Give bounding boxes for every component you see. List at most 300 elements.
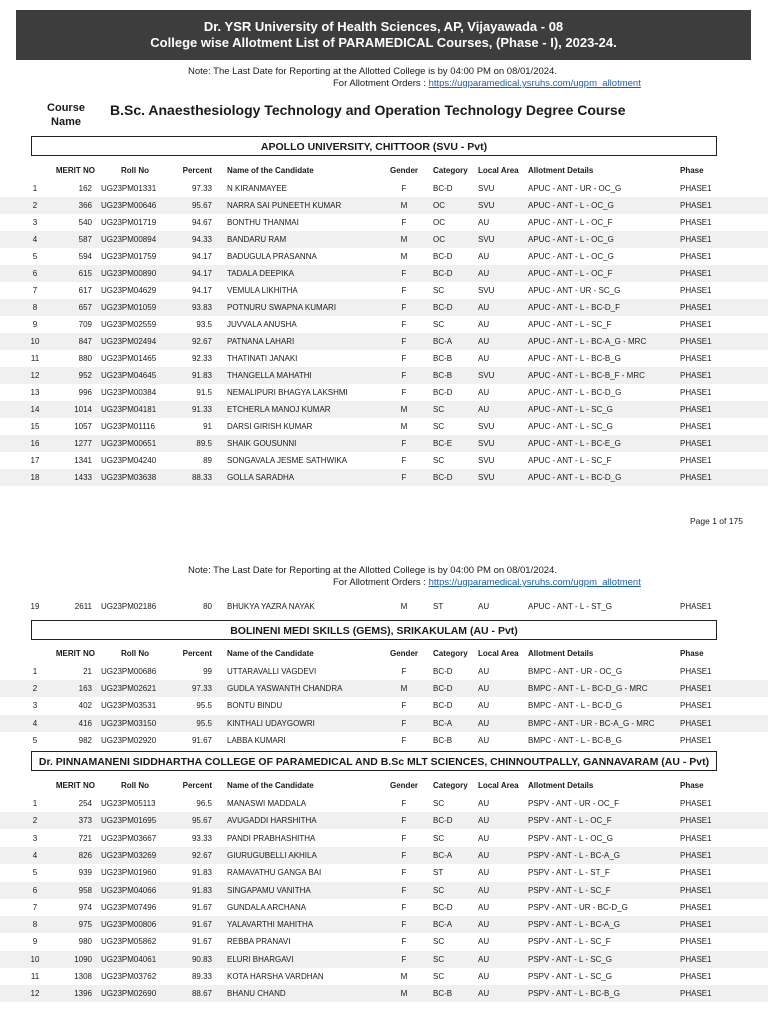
table-row [0, 333, 768, 350]
cell-category: SC [433, 833, 445, 843]
cell-roll-no: UG23PM00686 [101, 667, 157, 676]
cell-serial: 16 [30, 439, 40, 448]
cell-category: SC [433, 286, 445, 295]
cell-allotment-details: APUC - ANT - L - OC_F [528, 218, 613, 227]
reporting-note: Note: The Last Date for Reporting at the Allotted College is by 04:00 PM on 08/01/2024. [188, 66, 557, 77]
cell-candidate-name: KINTHALI UDAYGOWRI [227, 718, 315, 728]
cell-gender: F [401, 473, 407, 482]
cell-category: BC-A [433, 850, 453, 860]
course-label: Course Name [47, 102, 85, 128]
cell-category: BC-A [433, 718, 453, 728]
cell-allotment-details: APUC - ANT - L - OC_G [528, 252, 614, 261]
cell-local-area: AU [478, 388, 490, 397]
cell-roll-no: UG23PM02494 [101, 337, 157, 346]
cell-category: SC [433, 799, 445, 808]
cell-serial: 6 [32, 269, 38, 278]
cell-serial: 5 [32, 252, 38, 261]
cell-merit-no: 416 [78, 718, 92, 728]
cell-gender: F [401, 868, 407, 878]
col-header-candidate-name: Name of the Candidate [227, 781, 314, 790]
cell-category: OC [433, 218, 445, 227]
cell-category: OC [433, 201, 445, 210]
cell-candidate-name: YALAVARTHI MAHITHA [227, 920, 314, 930]
orders-label: For Allotment Orders : [333, 78, 426, 89]
cell-allotment-details: PSPV - ANT - L - SC_F [528, 885, 611, 895]
cell-local-area: SVU [478, 201, 495, 210]
cell-category: OC [433, 235, 445, 244]
cell-percent: 90.83 [191, 954, 212, 964]
col-header-phase: Phase [680, 649, 704, 658]
cell-gender: F [401, 667, 407, 676]
cell-serial: 14 [30, 405, 40, 414]
page-number: Page 1 of 175 [690, 516, 743, 526]
cell-allotment-details: APUC - ANT - L - SC_F [528, 320, 612, 329]
cell-percent: 91.33 [191, 405, 212, 414]
cell-phase: PHASE1 [680, 989, 712, 999]
cell-roll-no: UG23PM04061 [101, 954, 157, 964]
cell-phase: PHASE1 [680, 602, 712, 611]
cell-candidate-name: ELURI BHARGAVI [227, 954, 294, 964]
cell-phase: PHASE1 [680, 201, 712, 210]
cell-local-area: AU [478, 868, 490, 878]
cell-category: BC-D [433, 184, 453, 193]
cell-serial: 10 [30, 337, 40, 346]
cell-candidate-name: SINGAPAMU VANITHA [227, 885, 311, 895]
cell-candidate-name: THANGELLA MAHATHI [227, 371, 312, 380]
cell-candidate-name: BHUKYA YAZRA NAYAK [227, 602, 315, 611]
col-header-category: Category [433, 781, 468, 790]
col-header-gender: Gender [390, 781, 419, 790]
cell-category: SC [433, 320, 445, 329]
cell-candidate-name: RAMAVATHU GANGA BAI [227, 868, 322, 878]
col-header-roll-no: Roll No [121, 649, 149, 658]
cell-serial: 2 [32, 816, 38, 826]
table-row [0, 933, 768, 950]
cell-serial: 3 [32, 701, 38, 711]
cell-local-area: SVU [478, 473, 495, 482]
cell-local-area: AU [478, 799, 490, 808]
cell-local-area: AU [478, 735, 490, 745]
cell-merit-no: 1396 [74, 989, 92, 999]
cell-category: BC-D [433, 388, 453, 397]
cell-phase: PHASE1 [680, 885, 712, 895]
col-header-category: Category [433, 166, 468, 175]
cell-local-area: SVU [478, 235, 495, 244]
cell-serial: 2 [32, 684, 38, 694]
col-header-gender: Gender [390, 649, 419, 658]
cell-merit-no: 540 [78, 218, 92, 227]
cell-allotment-details: BMPC - ANT - L - BC-B_G [528, 735, 622, 745]
cell-merit-no: 975 [78, 920, 92, 930]
cell-phase: PHASE1 [680, 937, 712, 947]
cell-local-area: SVU [478, 456, 495, 465]
cell-candidate-name: TADALA DEEPIKA [227, 269, 294, 278]
cell-category: SC [433, 405, 445, 414]
cell-serial: 8 [32, 303, 38, 312]
cell-local-area: AU [478, 816, 490, 826]
allotment-orders-line-page2 [333, 577, 641, 589]
table-row [0, 282, 768, 299]
cell-merit-no: 1090 [74, 954, 92, 964]
cell-phase: PHASE1 [680, 972, 712, 981]
cell-allotment-details: PSPV - ANT - L - SC_G [528, 972, 613, 981]
table-row [0, 469, 768, 486]
cell-gender: F [401, 320, 407, 329]
cell-percent: 95.5 [196, 718, 212, 728]
cell-candidate-name: BONTU BINDU [227, 701, 283, 711]
cell-category: BC-D [433, 816, 453, 826]
cell-roll-no: UG23PM01116 [101, 422, 155, 431]
table-row [0, 663, 768, 680]
cell-phase: PHASE1 [680, 439, 712, 448]
cell-percent: 97.33 [191, 184, 212, 193]
cell-serial: 5 [32, 868, 38, 878]
col-header-candidate-name: Name of the Candidate [227, 649, 314, 658]
cell-category: BC-A [433, 920, 453, 930]
table-row [0, 882, 768, 899]
cell-local-area: AU [478, 269, 490, 278]
cell-allotment-details: APUC - ANT - L - BC-D_F [528, 303, 621, 312]
cell-roll-no: UG23PM00384 [101, 388, 157, 397]
cell-gender: F [401, 184, 407, 193]
cell-merit-no: 163 [78, 684, 92, 694]
col-header-percent: Percent [182, 649, 212, 658]
cell-roll-no: UG23PM04629 [101, 286, 157, 295]
cell-allotment-details: PSPV - ANT - L - ST_F [528, 868, 610, 878]
cell-roll-no: UG23PM03762 [101, 972, 157, 981]
cell-allotment-details: PSPV - ANT - L - OC_G [528, 833, 613, 843]
cell-roll-no: UG23PM00651 [101, 439, 157, 448]
cell-gender: F [401, 954, 407, 964]
cell-candidate-name: LABBA KUMARI [227, 735, 286, 745]
cell-gender: F [401, 388, 407, 397]
cell-percent: 99 [203, 667, 212, 676]
cell-candidate-name: KOTA HARSHA VARDHAN [227, 972, 324, 981]
cell-category: BC-D [433, 252, 453, 261]
cell-category: BC-B [433, 371, 453, 380]
cell-category: BC-B [433, 735, 453, 745]
cell-local-area: SVU [478, 286, 495, 295]
cell-candidate-name: REBBA PRANAVI [227, 937, 291, 947]
cell-category: BC-E [433, 439, 453, 448]
cell-gender: F [401, 850, 407, 860]
cell-phase: PHASE1 [680, 303, 712, 312]
cell-percent: 94.17 [191, 269, 212, 278]
cell-roll-no: UG23PM07496 [101, 902, 157, 912]
cell-phase: PHASE1 [680, 371, 712, 380]
cell-phase: PHASE1 [680, 218, 712, 227]
cell-category: BC-D [433, 303, 453, 312]
cell-allotment-details: APUC - ANT - L - BC-B_G [528, 354, 621, 363]
cell-merit-no: 1057 [74, 422, 92, 431]
cell-merit-no: 1308 [74, 972, 92, 981]
cell-allotment-details: APUC - ANT - L - BC-A_G - MRC [528, 337, 647, 346]
col-header-percent: Percent [182, 166, 212, 175]
cell-merit-no: 996 [78, 388, 92, 397]
table-row [0, 197, 768, 214]
table-row [0, 350, 768, 367]
cell-category: BC-D [433, 473, 453, 482]
cell-allotment-details: APUC - ANT - L - OC_G [528, 201, 614, 210]
cell-phase: PHASE1 [680, 320, 712, 329]
cell-gender: F [401, 816, 407, 826]
cell-allotment-details: APUC - ANT - L - BC-D_G [528, 473, 622, 482]
cell-category: BC-B [433, 354, 453, 363]
table-row [0, 968, 768, 985]
cell-phase: PHASE1 [680, 684, 712, 694]
cell-phase: PHASE1 [680, 354, 712, 363]
college-header-apollo: APOLLO UNIVERSITY, CHITTOOR (SVU - Pvt) [31, 136, 717, 156]
cell-phase: PHASE1 [680, 388, 712, 397]
cell-local-area: AU [478, 954, 490, 964]
college-header-pinnamaneni: Dr. PINNAMANENI SIDDHARTHA COLLEGE OF PARAMEDICAL AND B.Sc MLT SCIENCES, CHINNOUTPALLY, GANNAVARAM (AU - Pvt) [31, 751, 717, 771]
cell-local-area: AU [478, 320, 490, 329]
cell-merit-no: 1277 [74, 439, 92, 448]
table-header [0, 162, 768, 179]
cell-gender: M [400, 684, 408, 694]
list-title: College wise Allotment List of PARAMEDICAL Courses, (Phase - I), 2023-24. [150, 35, 617, 50]
table-row [0, 452, 768, 469]
cell-phase: PHASE1 [680, 735, 712, 745]
table-header [0, 645, 768, 662]
cell-candidate-name: ETCHERLA MANOJ KUMAR [227, 405, 331, 414]
table-row [0, 715, 768, 732]
cell-gender: M [400, 972, 408, 981]
cell-serial: 7 [32, 902, 38, 912]
cell-roll-no: UG23PM01960 [101, 868, 157, 878]
cell-candidate-name: SHAIK GOUSUNNI [227, 439, 297, 448]
col-header-phase: Phase [680, 781, 704, 790]
cell-local-area: AU [478, 218, 490, 227]
table-row [0, 864, 768, 881]
allotment-orders-link[interactable]: https://ugparamedical.ysruhs.com/ugpm_allotment [428, 78, 641, 89]
col-header-percent: Percent [182, 781, 212, 790]
cell-roll-no: UG23PM01331 [101, 184, 157, 193]
table-row [0, 985, 768, 1002]
cell-local-area: SVU [478, 439, 495, 448]
cell-roll-no: UG23PM04240 [101, 456, 157, 465]
document-header [16, 10, 751, 60]
cell-merit-no: 617 [78, 286, 92, 295]
cell-phase: PHASE1 [680, 816, 712, 826]
table-row [0, 248, 768, 265]
cell-merit-no: 615 [78, 269, 92, 278]
cell-serial: 6 [32, 885, 38, 895]
cell-percent: 91.67 [191, 735, 212, 745]
cell-roll-no: UG23PM01759 [101, 252, 157, 261]
col-header-candidate-name: Name of the Candidate [227, 166, 314, 175]
cell-serial: 19 [30, 602, 40, 611]
cell-serial: 12 [30, 989, 40, 999]
cell-roll-no: UG23PM03638 [101, 473, 157, 482]
cell-allotment-details: APUC - ANT - L - ST_G [528, 602, 613, 611]
cell-roll-no: UG23PM01059 [101, 303, 157, 312]
cell-serial: 10 [30, 954, 40, 964]
cell-roll-no: UG23PM03531 [101, 701, 157, 711]
cell-phase: PHASE1 [680, 473, 712, 482]
cell-merit-no: 721 [78, 833, 92, 843]
cell-candidate-name: UTTARAVALLI VAGDEVI [227, 667, 317, 676]
cell-roll-no: UG23PM01465 [101, 354, 157, 363]
cell-merit-no: 709 [78, 320, 92, 329]
col-header-phase: Phase [680, 166, 704, 175]
cell-local-area: AU [478, 937, 490, 947]
cell-candidate-name: NARRA SAI PUNEETH KUMAR [227, 201, 342, 210]
cell-phase: PHASE1 [680, 920, 712, 930]
cell-category: SC [433, 885, 445, 895]
cell-gender: F [401, 354, 407, 363]
cell-roll-no: UG23PM03667 [101, 833, 157, 843]
cell-merit-no: 402 [78, 701, 92, 711]
cell-phase: PHASE1 [680, 868, 712, 878]
cell-phase: PHASE1 [680, 954, 712, 964]
cell-gender: F [401, 303, 407, 312]
cell-gender: F [401, 735, 407, 745]
table-header [0, 777, 768, 794]
col-header-roll-no: Roll No [121, 781, 149, 790]
cell-category: SC [433, 456, 445, 465]
table-row [0, 847, 768, 864]
cell-allotment-details: APUC - ANT - L - OC_F [528, 269, 613, 278]
cell-serial: 1 [32, 667, 38, 676]
cell-roll-no: UG23PM02559 [101, 320, 157, 329]
cell-serial: 9 [32, 937, 38, 947]
table-row [0, 795, 768, 812]
cell-gender: F [401, 337, 407, 346]
cell-phase: PHASE1 [680, 252, 712, 261]
cell-serial: 3 [32, 218, 38, 227]
cell-serial: 3 [32, 833, 38, 843]
college-header-bolineni: BOLINENI MEDI SKILLS (GEMS), SRIKAKULAM (AU - Pvt) [31, 620, 717, 640]
cell-category: SC [433, 422, 445, 431]
cell-local-area: AU [478, 337, 490, 346]
cell-gender: F [401, 439, 407, 448]
cell-local-area: AU [478, 972, 490, 981]
cell-candidate-name: GOLLA SARADHA [227, 473, 295, 482]
cell-local-area: AU [478, 684, 490, 694]
cell-phase: PHASE1 [680, 701, 712, 711]
table-row [0, 231, 768, 248]
table-row [0, 435, 768, 452]
cell-serial: 4 [32, 850, 38, 860]
cell-candidate-name: SONGAVALA JESME SATHWIKA [227, 456, 348, 465]
cell-gender: M [400, 422, 408, 431]
cell-percent: 94.17 [191, 286, 212, 295]
cell-roll-no: UG23PM03150 [101, 718, 157, 728]
cell-local-area: AU [478, 405, 490, 414]
cell-local-area: SVU [478, 371, 495, 380]
cell-percent: 91.67 [191, 902, 212, 912]
cell-local-area: AU [478, 989, 490, 999]
cell-gender: F [401, 371, 407, 380]
cell-merit-no: 366 [78, 201, 92, 210]
table-row [0, 401, 768, 418]
table-row [0, 214, 768, 231]
cell-local-area: AU [478, 354, 490, 363]
cell-category: SC [433, 972, 445, 981]
cell-roll-no: UG23PM02920 [101, 735, 157, 745]
cell-gender: M [400, 602, 408, 611]
cell-gender: F [401, 718, 407, 728]
cell-gender: F [401, 833, 407, 843]
cell-merit-no: 958 [78, 885, 92, 895]
cell-percent: 97.33 [191, 684, 212, 694]
cell-merit-no: 162 [78, 184, 92, 193]
col-header-allotment-details: Allotment Details [528, 781, 594, 790]
col-header-local-area: Local Area [478, 781, 519, 790]
cell-candidate-name: BHANU CHAND [227, 989, 286, 999]
cell-gender: F [401, 885, 407, 895]
cell-merit-no: 974 [78, 902, 92, 912]
cell-phase: PHASE1 [680, 235, 712, 244]
cell-phase: PHASE1 [680, 456, 712, 465]
cell-roll-no: UG23PM01695 [101, 816, 157, 826]
cell-serial: 11 [30, 354, 40, 363]
allotment-orders-link[interactable]: https://ugparamedical.ysruhs.com/ugpm_allotment [428, 577, 641, 588]
cell-phase: PHASE1 [680, 667, 712, 676]
cell-percent: 91.67 [191, 937, 212, 947]
cell-allotment-details: PSPV - ANT - L - BC-A_G [528, 850, 621, 860]
cell-category: BC-D [433, 684, 453, 694]
cell-gender: F [401, 937, 407, 947]
cell-candidate-name: THATINATI JANAKI [227, 354, 298, 363]
cell-serial: 13 [30, 388, 40, 397]
cell-percent: 91 [203, 422, 212, 431]
cell-gender: M [400, 252, 408, 261]
col-header-allotment-details: Allotment Details [528, 166, 594, 175]
cell-percent: 93.83 [191, 303, 212, 312]
cell-category: BC-D [433, 667, 453, 676]
cell-gender: F [401, 902, 407, 912]
cell-phase: PHASE1 [680, 833, 712, 843]
cell-percent: 80 [203, 602, 212, 611]
cell-percent: 89.5 [196, 439, 212, 448]
cell-roll-no: UG23PM02621 [101, 684, 157, 694]
cell-phase: PHASE1 [680, 799, 712, 808]
col-header-local-area: Local Area [478, 166, 519, 175]
cell-category: BC-D [433, 902, 453, 912]
cell-gender: F [401, 269, 407, 278]
cell-allotment-details: APUC - ANT - L - SC_G [528, 405, 613, 414]
cell-serial: 4 [32, 718, 38, 728]
cell-candidate-name: VEMULA LIKHITHA [227, 286, 298, 295]
cell-allotment-details: BMPC - ANT - UR - BC-A_G - MRC [528, 718, 655, 728]
cell-merit-no: 594 [78, 252, 92, 261]
cell-local-area: AU [478, 667, 490, 676]
cell-allotment-details: PSPV - ANT - UR - BC-D_G [528, 902, 628, 912]
cell-allotment-details: PSPV - ANT - UR - OC_F [528, 799, 619, 808]
cell-category: ST [433, 868, 444, 878]
cell-gender: F [401, 920, 407, 930]
cell-percent: 95.67 [191, 816, 212, 826]
cell-allotment-details: PSPV - ANT - L - SC_G [528, 954, 613, 964]
cell-merit-no: 2611 [74, 602, 92, 611]
cell-serial: 11 [30, 972, 40, 981]
cell-percent: 95.67 [191, 201, 212, 210]
cell-merit-no: 587 [78, 235, 92, 244]
cell-local-area: SVU [478, 184, 495, 193]
cell-gender: M [400, 405, 408, 414]
cell-allotment-details: APUC - ANT - UR - OC_G [528, 184, 622, 193]
cell-merit-no: 657 [78, 303, 92, 312]
cell-gender: F [401, 456, 407, 465]
col-header-merit-no: MERIT NO [55, 781, 95, 790]
cell-serial: 12 [30, 371, 40, 380]
cell-gender: F [401, 701, 407, 711]
cell-candidate-name: N KIRANMAYEE [227, 184, 287, 193]
cell-merit-no: 952 [78, 371, 92, 380]
cell-candidate-name: AVUGADDI HARSHITHA [227, 816, 317, 826]
